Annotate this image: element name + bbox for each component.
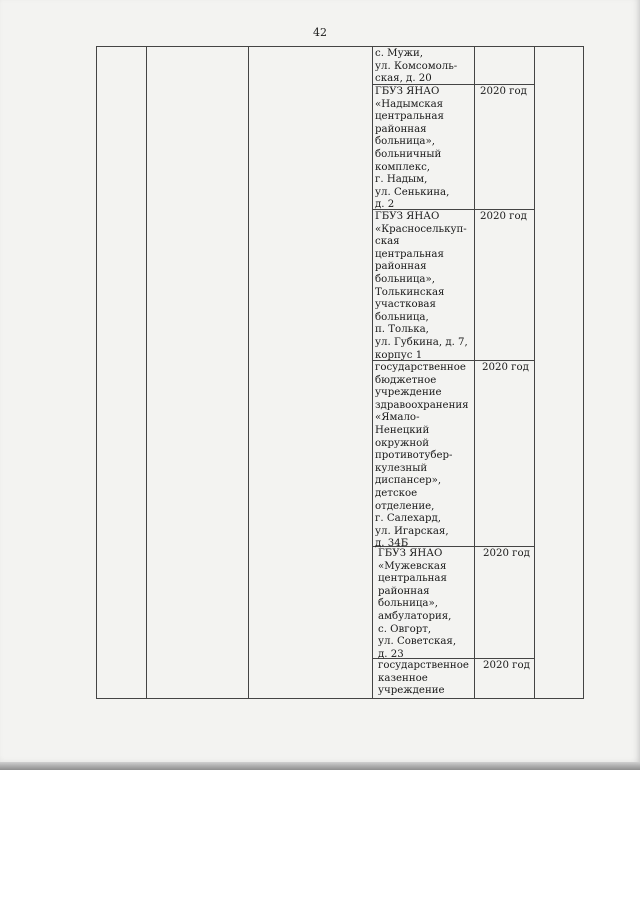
column-divider <box>474 46 475 698</box>
institution-cell: ГБУЗ ЯНАО «Красноселькуп- ская центральная районная больница», Толькинская участковая больница, п. Толька, ул. Губкина, д. 7, корпус 1 <box>375 211 468 361</box>
column-divider <box>534 46 535 698</box>
institution-cell: государственное бюджетное учреждение здравоохранения «Ямало- Ненецкий окружной противотубер- кулезный диспансер», детское отделение, г. Салехард, ул. Игарская, д. 34Б <box>375 362 469 550</box>
year-cell: 2020 год <box>482 362 529 373</box>
year-cell: 2020 год <box>483 660 530 671</box>
column-divider <box>372 46 373 698</box>
table-border-right <box>583 46 584 698</box>
institution-cell: ГБУЗ ЯНАО «Надымская центральная районная больница», больничный комплекс, г. Надым, ул. Сенькина, д. 2 <box>375 86 450 211</box>
year-cell: 2020 год <box>483 548 530 559</box>
year-cell: 2020 год <box>480 211 527 222</box>
table-border-top <box>96 46 584 47</box>
column-divider <box>248 46 249 698</box>
column-divider <box>146 46 147 698</box>
page-number: 42 <box>313 26 327 39</box>
institution-cell: государственное казенное учреждение <box>378 660 469 697</box>
institution-cell: с. Мужи, ул. Комсомоль- ская, д. 20 <box>375 48 458 85</box>
institution-cell: ГБУЗ ЯНАО «Мужевская центральная районная больница», амбулатория, с. Овгорт, ул. Советская, д. 23 <box>378 548 457 660</box>
year-cell: 2020 год <box>480 86 527 97</box>
table-border-bottom <box>96 698 584 699</box>
table-border-left <box>96 46 97 698</box>
